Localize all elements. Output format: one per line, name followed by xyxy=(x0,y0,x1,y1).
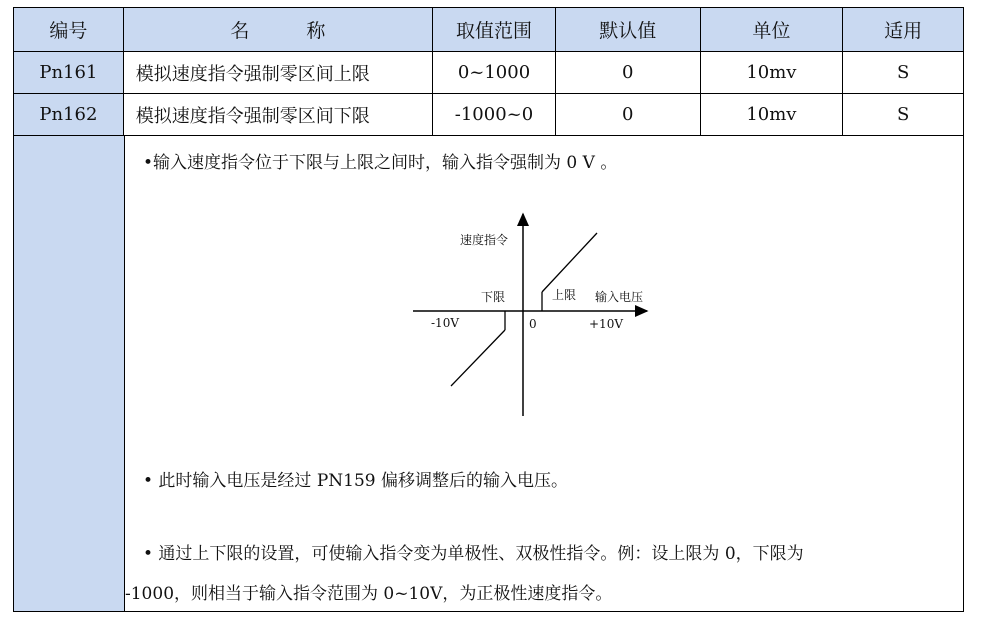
row-default: 0 xyxy=(556,94,701,135)
description-bullet-3-continued: -1000，则相当于输入指令范围为 0~10V，为正极性速度指令。 xyxy=(125,584,613,604)
header-default: 默认值 xyxy=(556,8,701,51)
neg-10v-label: -10V xyxy=(431,316,459,330)
origin-label: 0 xyxy=(529,317,537,331)
description-bullet-1: •输入速度指令位于下限与上限之间时，输入指令强制为 0 V 。 xyxy=(143,153,618,173)
parameter-table xyxy=(13,7,964,612)
pos-10v-label: +10V xyxy=(589,317,623,331)
y-axis-label: 速度指令 xyxy=(460,233,509,247)
row-code: Pn161 xyxy=(14,52,124,93)
description-bullet-2: • 此时输入电压是经过 PN159 偏移调整后的输入电压。 xyxy=(143,471,568,491)
row-name: 模拟速度指令强制零区间上限 xyxy=(124,52,433,93)
header-name: 名 称 xyxy=(124,8,433,51)
x-axis-label: 输入电压 xyxy=(595,290,644,304)
row-unit: 10mv xyxy=(701,52,844,93)
row-range: -1000~0 xyxy=(433,94,556,135)
header-code: 编号 xyxy=(14,8,124,51)
row-default: 0 xyxy=(556,52,701,93)
row-name: 模拟速度指令强制零区间下限 xyxy=(124,94,433,135)
row-range: 0~1000 xyxy=(433,52,556,93)
upper-slope-line xyxy=(542,233,597,292)
table-row xyxy=(14,52,963,94)
header-range: 取值范围 xyxy=(433,8,556,51)
description-side-cell xyxy=(14,136,124,611)
description-bullet-3: • 通过上下限的设置，可使输入指令变为单极性、双极性指令。例：设上限为 0，下限为 xyxy=(143,544,804,564)
row-applies: S xyxy=(896,104,910,125)
description-cell xyxy=(124,136,964,611)
row-applies: S xyxy=(896,62,910,83)
lower-limit-label: 下限 xyxy=(481,290,506,304)
table-header-row xyxy=(14,8,963,52)
header-unit: 单位 xyxy=(701,8,844,51)
header-applies: 适用 xyxy=(843,8,963,51)
row-code: Pn162 xyxy=(14,94,124,135)
upper-limit-label: 上限 xyxy=(552,288,577,302)
table-row xyxy=(14,94,963,136)
lower-slope-line xyxy=(451,330,505,386)
row-unit: 10mv xyxy=(701,94,844,135)
